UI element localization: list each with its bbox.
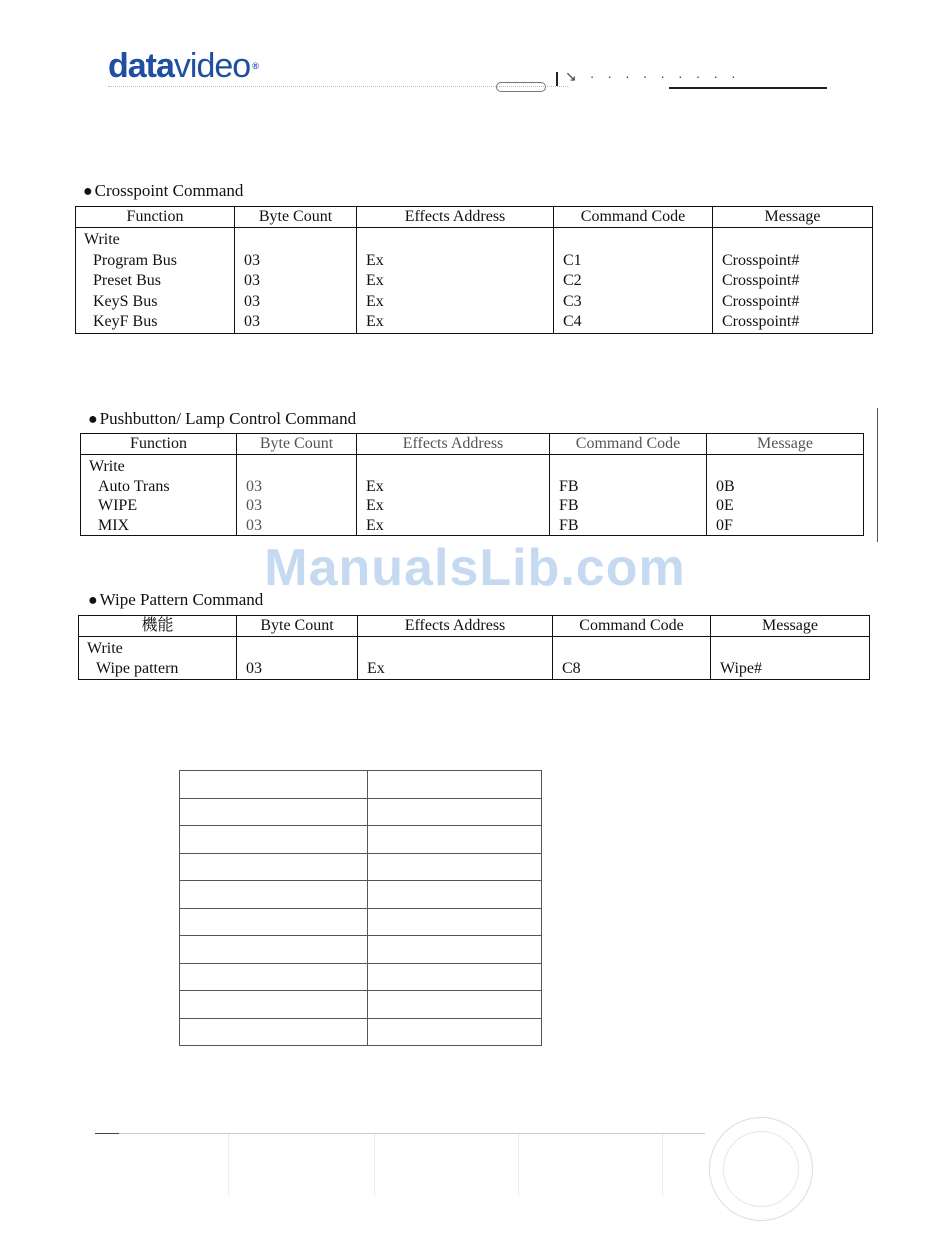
message-column [711,637,870,680]
empty-cell [180,826,368,854]
message-cell: Crosspoint# [722,272,800,289]
table-header-row [76,207,873,228]
bullet-icon: ● [88,592,98,609]
command-code-column [550,455,707,536]
byte-count-cell: 03 [246,516,262,534]
table-row [81,455,864,536]
message-cell: 0E [716,497,734,514]
function-cell: Wipe pattern [96,660,179,677]
footer-separator [518,1134,519,1196]
table-row [180,853,542,881]
group-label: Write [89,458,125,475]
effects-address-cell: Ex [366,251,384,269]
table-row [180,881,542,909]
footer-rule-accent [95,1133,119,1134]
table-row [180,963,542,991]
message-cell: 0F [716,516,733,534]
message-cell: Crosspoint# [722,313,800,330]
effects-address-cell: Ex [366,272,384,289]
table-row [180,771,542,799]
command-code-cell: C2 [563,272,582,289]
command-code-cell: C3 [563,292,582,310]
function-column [81,455,237,536]
command-code-cell: FB [559,516,579,534]
empty-cell [180,936,368,964]
group-label: Write [84,231,120,248]
effects-address-column [358,637,553,680]
table-row [180,936,542,964]
function-cell: MIX [98,516,130,534]
wipe-table [78,615,870,680]
column-header: 機能 [79,616,237,637]
empty-cell [180,1018,368,1046]
table-row [180,1018,542,1046]
function-column [79,637,237,680]
certification-seal-inner-ring [723,1131,799,1207]
column-header: Byte Count [237,616,358,637]
function-cell: WIPE [98,497,138,514]
effects-address-cell: Ex [366,516,384,534]
function-cell: Program Bus [93,251,177,269]
footer-separator [228,1134,229,1196]
byte-count-cell: 03 [246,660,262,677]
command-code-cell: C1 [563,251,582,269]
table-row [76,228,873,334]
function-cell: KeyS Bus [93,292,158,310]
empty-cell [368,853,542,881]
column-header: Message [707,434,864,455]
effects-address-cell: Ex [366,497,384,514]
column-header: Function [76,207,235,228]
byte-count-cell: 03 [244,251,260,269]
table-row [79,637,870,680]
column-header: Command Code [550,434,707,455]
bullet-icon: ● [83,183,93,200]
byte-count-column [235,228,357,334]
message-cell: Crosspoint# [722,251,800,269]
bullet-icon: ● [88,411,98,428]
empty-cell [368,771,542,799]
empty-cell [368,991,542,1019]
crosspoint-section-title: ● Crosspoint Command [83,181,244,200]
column-header: Byte Count [237,434,357,455]
footer-separator [374,1134,375,1196]
command-code-column [553,637,711,680]
column-header: Message [711,616,870,637]
empty-cell [180,908,368,936]
command-code-cell: C4 [563,313,582,330]
message-column [707,455,864,536]
function-cell: Preset Bus [93,272,161,289]
empty-grid-table [179,770,542,1046]
effects-address-column [357,455,550,536]
empty-cell [368,908,542,936]
table-row [180,908,542,936]
manualslib-watermark: ManualsLib.com [264,539,686,597]
column-header: Byte Count [235,207,357,228]
table-header-row [81,434,864,455]
empty-cell [180,991,368,1019]
byte-count-column [237,637,358,680]
wipe-section-title: ● Wipe Pattern Command [88,590,264,609]
byte-count-column [237,455,357,536]
crosspoint-table [75,206,873,334]
header-underline [669,87,827,89]
column-header: Message [713,207,873,228]
table-header-row [79,616,870,637]
empty-cell [368,826,542,854]
footer-rule [95,1133,705,1134]
message-cell: 0B [716,477,735,495]
function-cell: KeyF Bus [93,313,158,330]
empty-cell [368,936,542,964]
table-row [180,991,542,1019]
empty-cell [180,771,368,799]
command-code-cell: FB [559,497,579,514]
effects-address-column [357,228,554,334]
effects-address-cell: Ex [366,313,384,330]
function-column [76,228,235,334]
empty-cell [180,853,368,881]
column-header: Command Code [553,616,711,637]
table-row [180,798,542,826]
empty-cell [180,963,368,991]
empty-cell [368,963,542,991]
group-label: Write [87,640,123,657]
pushbutton-section-title: ● Pushbutton/ Lamp Control Command [88,409,357,428]
empty-cell [368,798,542,826]
byte-count-cell: 03 [246,497,262,514]
column-header: Effects Address [357,434,550,455]
pushbutton-table [80,433,864,536]
effects-address-cell: Ex [366,477,384,495]
header-pill-mark [496,82,546,92]
empty-cell [180,798,368,826]
byte-count-cell: 03 [244,292,260,310]
byte-count-cell: 03 [244,272,260,289]
column-header: Command Code [554,207,713,228]
command-code-cell: C8 [562,660,581,677]
footer-separator [662,1134,663,1196]
effects-address-cell: Ex [366,292,384,310]
table-row [180,826,542,854]
empty-cell [368,881,542,909]
message-cell: Wipe# [720,660,763,677]
empty-cell [368,1018,542,1046]
byte-count-cell: 03 [246,477,262,495]
column-header: Effects Address [357,207,554,228]
message-column [713,228,873,334]
datavideo-logo: datavideo ® [108,47,258,85]
byte-count-cell: 03 [244,313,260,330]
message-cell: Crosspoint# [722,292,800,310]
column-header: Function [81,434,237,455]
margin-rule [877,408,878,542]
command-code-cell: FB [559,477,579,495]
function-cell: Auto Trans [98,477,170,495]
column-header: Effects Address [358,616,553,637]
header-dot-leader: ↘········· [565,68,749,84]
header-bar-mark [556,72,558,86]
command-code-column [554,228,713,334]
empty-cell [180,881,368,909]
effects-address-cell: Ex [367,660,385,677]
